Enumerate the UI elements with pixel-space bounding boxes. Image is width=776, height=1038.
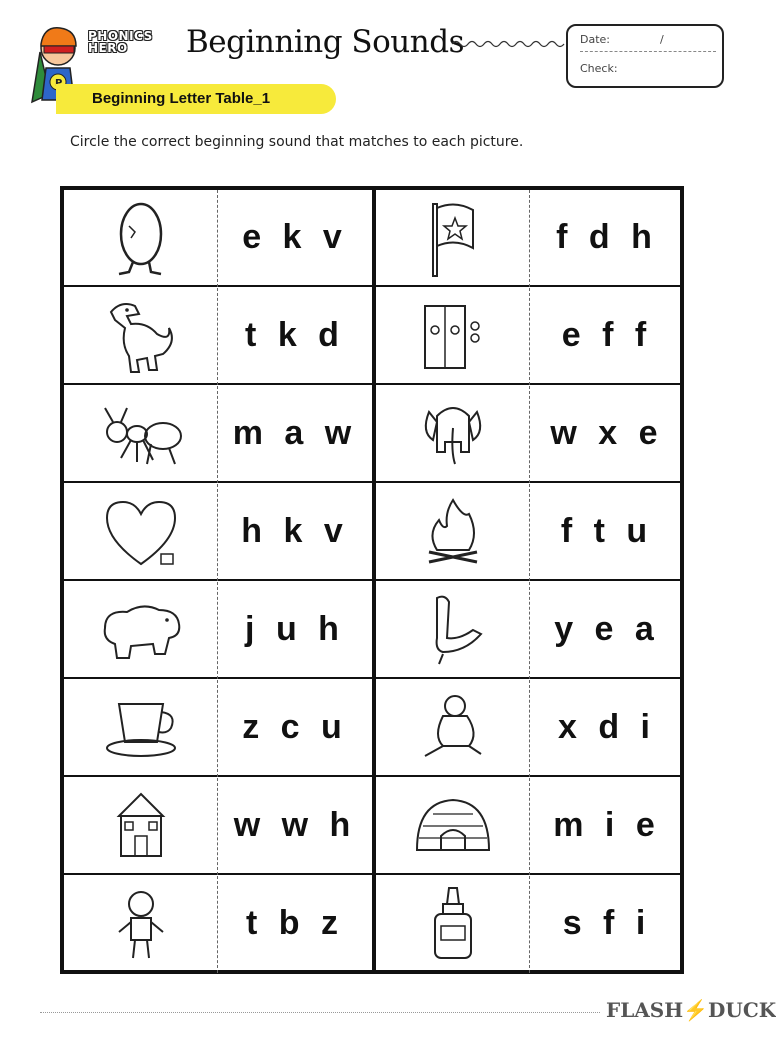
elbow-icon: [403, 588, 503, 672]
hippo-icon: [91, 588, 191, 672]
brand-logo: [88, 30, 153, 54]
picture-cell: [376, 484, 530, 581]
letter-choices[interactable]: e f f: [561, 316, 653, 354]
lightning-bolt-icon: ⚡: [683, 998, 709, 1022]
table-cell: [64, 484, 372, 581]
glue-icon: [403, 882, 503, 966]
picture-cell: [64, 582, 218, 679]
letter-choices[interactable]: e k v: [242, 218, 348, 256]
table-cell: [64, 680, 372, 777]
brand-line-2: HERO: [88, 41, 128, 55]
date-separator: /: [660, 33, 664, 46]
date-row: [580, 33, 716, 52]
table-cell: [64, 876, 372, 973]
picture-cell: [376, 190, 530, 287]
elevator-icon: [403, 294, 503, 378]
table-cell: [64, 582, 372, 679]
cup-icon: [91, 686, 191, 770]
table-cell: [376, 386, 684, 483]
letter-choices[interactable]: t k d: [245, 316, 345, 354]
boy-icon: [91, 882, 191, 966]
letter-choices[interactable]: j u h: [245, 610, 345, 648]
wavy-line-decoration: [452, 38, 568, 50]
house-icon: [91, 784, 191, 868]
table-cell: [376, 288, 684, 385]
brand-line-1: PHONICS: [88, 29, 153, 43]
letter-choices[interactable]: m a w: [232, 414, 358, 452]
letter-choices[interactable]: s f i: [562, 904, 652, 942]
fire-icon: [403, 490, 503, 574]
table-right-column: [376, 190, 684, 970]
table-cell: [376, 190, 684, 287]
letter-choices[interactable]: f d h: [556, 218, 658, 256]
ant-icon: [91, 392, 191, 476]
flag-icon: [403, 196, 503, 280]
letter-choices[interactable]: t b z: [246, 904, 344, 942]
letter-choices[interactable]: h k v: [241, 512, 349, 550]
picture-cell: [376, 876, 530, 973]
picture-cell: [376, 680, 530, 777]
letter-choices[interactable]: f t u: [560, 512, 654, 550]
picture-cell: [64, 484, 218, 581]
table-cell: [376, 680, 684, 777]
check-label: Check:: [580, 62, 618, 75]
letter-choices[interactable]: w x e: [550, 414, 664, 452]
picture-cell: [64, 288, 218, 385]
picture-cell: [376, 582, 530, 679]
picture-cell: [376, 778, 530, 875]
picture-cell: [64, 680, 218, 777]
letter-table: [60, 186, 684, 974]
logo-right-text: DUCK: [708, 998, 776, 1022]
letter-choices[interactable]: y e a: [554, 610, 660, 648]
table-cell: [64, 288, 372, 385]
itch-icon: [403, 686, 503, 770]
flash-duck-logo: [606, 998, 776, 1022]
letter-choices[interactable]: m i e: [553, 806, 661, 844]
check-row: [580, 62, 716, 75]
picture-cell: [64, 778, 218, 875]
picture-cell: [376, 288, 530, 385]
table-cell: [376, 876, 684, 973]
subtitle-text: Beginning Letter Table_1: [92, 90, 271, 107]
table-cell: [376, 778, 684, 875]
heart-icon: [91, 490, 191, 574]
picture-cell: [376, 386, 530, 483]
date-label: Date:: [580, 33, 610, 46]
table-cell: [64, 386, 372, 483]
page-title: Beginning Sounds: [186, 24, 464, 60]
instructions-text: Circle the correct beginning sound that matches to each picture.: [70, 134, 524, 150]
letter-choices[interactable]: w w h: [233, 806, 357, 844]
letter-choices[interactable]: x d i: [557, 708, 657, 746]
elephant-icon: [403, 392, 503, 476]
table-left-column: [64, 190, 372, 970]
igloo-icon: [403, 784, 503, 868]
date-check-box: [566, 24, 724, 88]
table-cell: [376, 484, 684, 581]
dinosaur-icon: [91, 294, 191, 378]
table-cell: [64, 190, 372, 287]
egg-icon: [91, 196, 191, 280]
picture-cell: [64, 386, 218, 483]
table-cell: [376, 582, 684, 679]
footer-divider: [40, 1012, 600, 1013]
table-cell: [64, 778, 372, 875]
picture-cell: [64, 190, 218, 287]
picture-cell: [64, 876, 218, 973]
logo-left-text: FLASH: [606, 998, 684, 1022]
letter-choices[interactable]: z c u: [242, 708, 348, 746]
